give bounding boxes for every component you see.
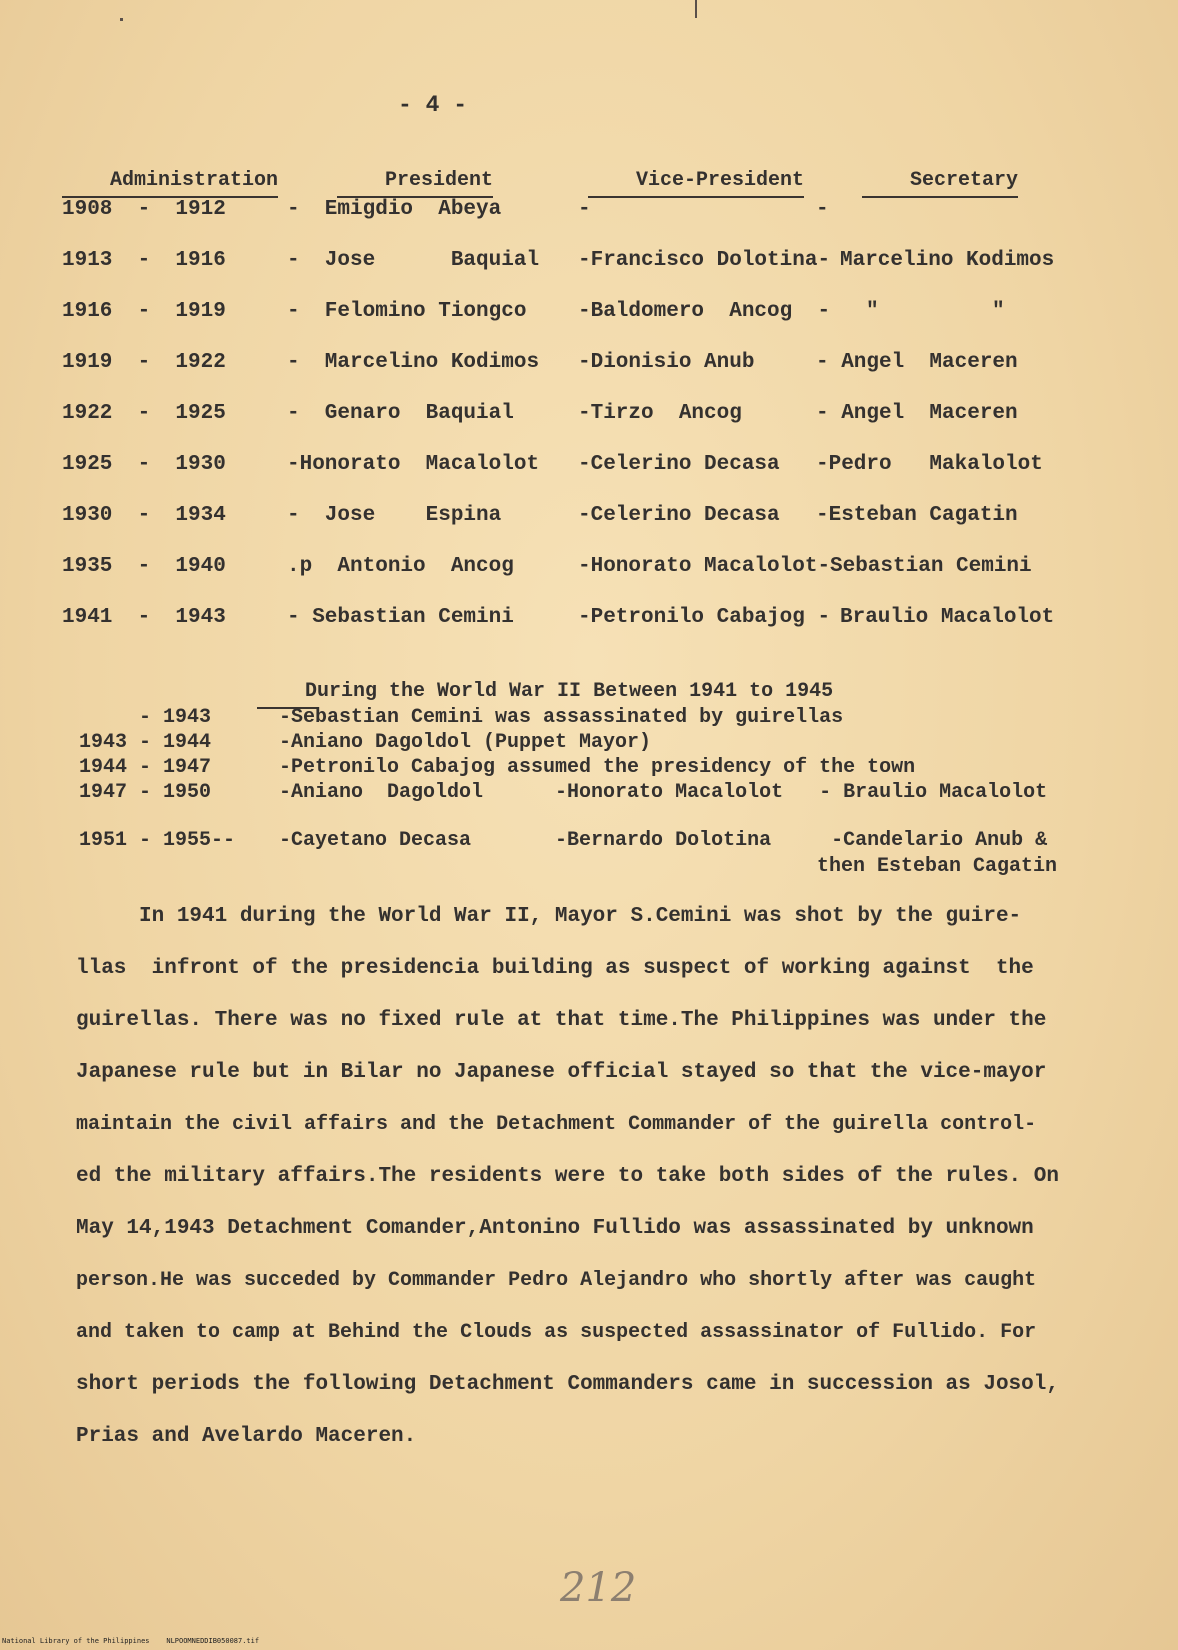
war-row-text: -Cayetano Decasa -Bernardo Dolotina -Candelario Anub & <box>279 829 1048 852</box>
table-row-president: - Marcelino Kodimos <box>287 351 540 374</box>
table-row-secretary: Marcelino Kodimos <box>840 249 1055 272</box>
table-row-president: -Honorato Macalolot <box>287 453 540 476</box>
header-secretary-text: Secretary <box>910 169 1019 192</box>
table-row-president: - Jose Espina <box>287 504 502 527</box>
header-administration <box>62 145 278 246</box>
war-row-years: 1944 - 1947 <box>79 756 212 779</box>
war-row-text: -Sebastian Cemini was assassinated by guirellas <box>279 706 844 729</box>
table-row-vice: - <box>578 198 591 221</box>
paragraph-line: May 14,1943 Detachment Comander,Antonino Fullido was assassinated by unknown <box>76 1217 1034 1240</box>
header-vice-president <box>588 145 804 246</box>
war-row-text: -Aniano Dagoldol (Puppet Mayor) <box>279 731 652 754</box>
table-row-vice: -Dionisio Anub <box>578 351 755 374</box>
table-row-president: .p Antonio Ancog <box>287 555 514 578</box>
table-row-president: - Genaro Baquial <box>287 402 514 425</box>
table-row-vice: -Francisco Dolotina- <box>578 249 831 272</box>
table-row-years: 1908 - 1912 <box>62 198 226 221</box>
table-row-secretary: -Esteban Cagatin <box>816 504 1018 527</box>
table-row-president: - Sebastian Cemini <box>287 606 514 629</box>
table-row-vice: -Honorato Macalolot- <box>578 555 831 578</box>
war-row-years: 1943 - 1944 <box>79 731 212 754</box>
table-row-president: - Emigdio Abeya <box>287 198 502 221</box>
table-row-secretary: Sebastian Cemini <box>830 555 1032 578</box>
table-row-vice: -Baldomero Ancog - <box>578 300 831 323</box>
war-heading-text: During the World War II Between 1941 to 1945 <box>305 680 834 703</box>
header-vice-president-text: Vice-President <box>636 169 805 192</box>
table-row-secretary: Braulio Macalolot <box>840 606 1055 629</box>
table-row-years: 1913 - 1916 <box>62 249 226 272</box>
paragraph-line: person.He was succeded by Commander Pedro Alejandro who shortly after was caught <box>76 1269 1037 1292</box>
table-row-years: 1919 - 1922 <box>62 351 226 374</box>
table-row-secretary: - Angel Maceren <box>816 402 1018 425</box>
paragraph-line: Prias and Avelardo Maceren. <box>76 1425 417 1448</box>
table-row-president: - Felomino Tiongco <box>287 300 527 323</box>
table-row-years: 1941 - 1943 <box>62 606 226 629</box>
paragraph-line: guirellas. There was no fixed rule at that time.The Philippines was under the <box>76 1009 1047 1032</box>
war-row-years: - 1943 <box>79 706 212 729</box>
table-row-secretary: -Pedro Makalolot <box>816 453 1043 476</box>
paragraph-line: llas infront of the presidencia building as suspect of working against the <box>76 957 1034 980</box>
table-row-years: 1925 - 1930 <box>62 453 226 476</box>
table-row-vice: -Celerino Decasa <box>578 504 780 527</box>
table-row-secretary: " " <box>866 300 1005 323</box>
header-president <box>337 145 493 246</box>
header-president-text: President <box>385 169 494 192</box>
table-row-secretary: - <box>816 198 829 221</box>
paragraph-line: In 1941 during the World War II, Mayor S.Cemini was shot by the guire- <box>76 905 1022 928</box>
war-row-text: -Aniano Dagoldol -Honorato Macalolot - Braulio Macalolot <box>279 781 1048 804</box>
table-row-vice: -Tirzo Ancog <box>578 402 742 425</box>
paragraph-line: and taken to camp at Behind the Clouds as suspected assassinator of Fullido. For <box>76 1321 1037 1344</box>
archive-footer: National Library of the Philippines NLPOOMNEDDIB050087.tif <box>2 1637 260 1645</box>
paper-mark <box>695 0 697 18</box>
paragraph-line: short periods the following Detachment Commanders came in succession as Josol, <box>76 1373 1059 1396</box>
handwritten-page-number: 212 <box>560 1565 637 1611</box>
header-administration-text: Administration <box>110 169 279 192</box>
war-row-years: 1947 - 1950 <box>79 781 212 804</box>
narrative-paragraph <box>76 905 1136 1448</box>
header-underline <box>588 196 804 198</box>
table-row-secretary: - Angel Maceren <box>816 351 1018 374</box>
table-row-vice: -Celerino Decasa <box>578 453 780 476</box>
war-row-text: -Petronilo Cabajog assumed the presidency of the town <box>279 756 916 779</box>
table-row-years: 1935 - 1940 <box>62 555 226 578</box>
war-row-continuation: then Esteban Cagatin <box>817 855 1058 878</box>
page-heading: - 4 - <box>398 92 468 118</box>
table-row-years: 1922 - 1925 <box>62 402 226 425</box>
paragraph-line: Japanese rule but in Bilar no Japanese official stayed so that the vice-mayor <box>76 1061 1047 1084</box>
paragraph-line: ed the military affairs.The residents were to take both sides of the rules. On <box>76 1165 1059 1188</box>
paper-mark <box>120 18 123 21</box>
table-row-years: 1916 - 1919 <box>62 300 226 323</box>
header-underline <box>862 196 1018 198</box>
paragraph-line: maintain the civil affairs and the Detachment Commander of the guirella control- <box>76 1113 1037 1136</box>
table-row-years: 1930 - 1934 <box>62 504 226 527</box>
header-secretary <box>862 145 1018 246</box>
war-row-years: 1951 - 1955-- <box>79 829 236 852</box>
table-row-president: - Jose Baquial <box>287 249 540 272</box>
table-row-vice: -Petronilo Cabajog - <box>578 606 831 629</box>
